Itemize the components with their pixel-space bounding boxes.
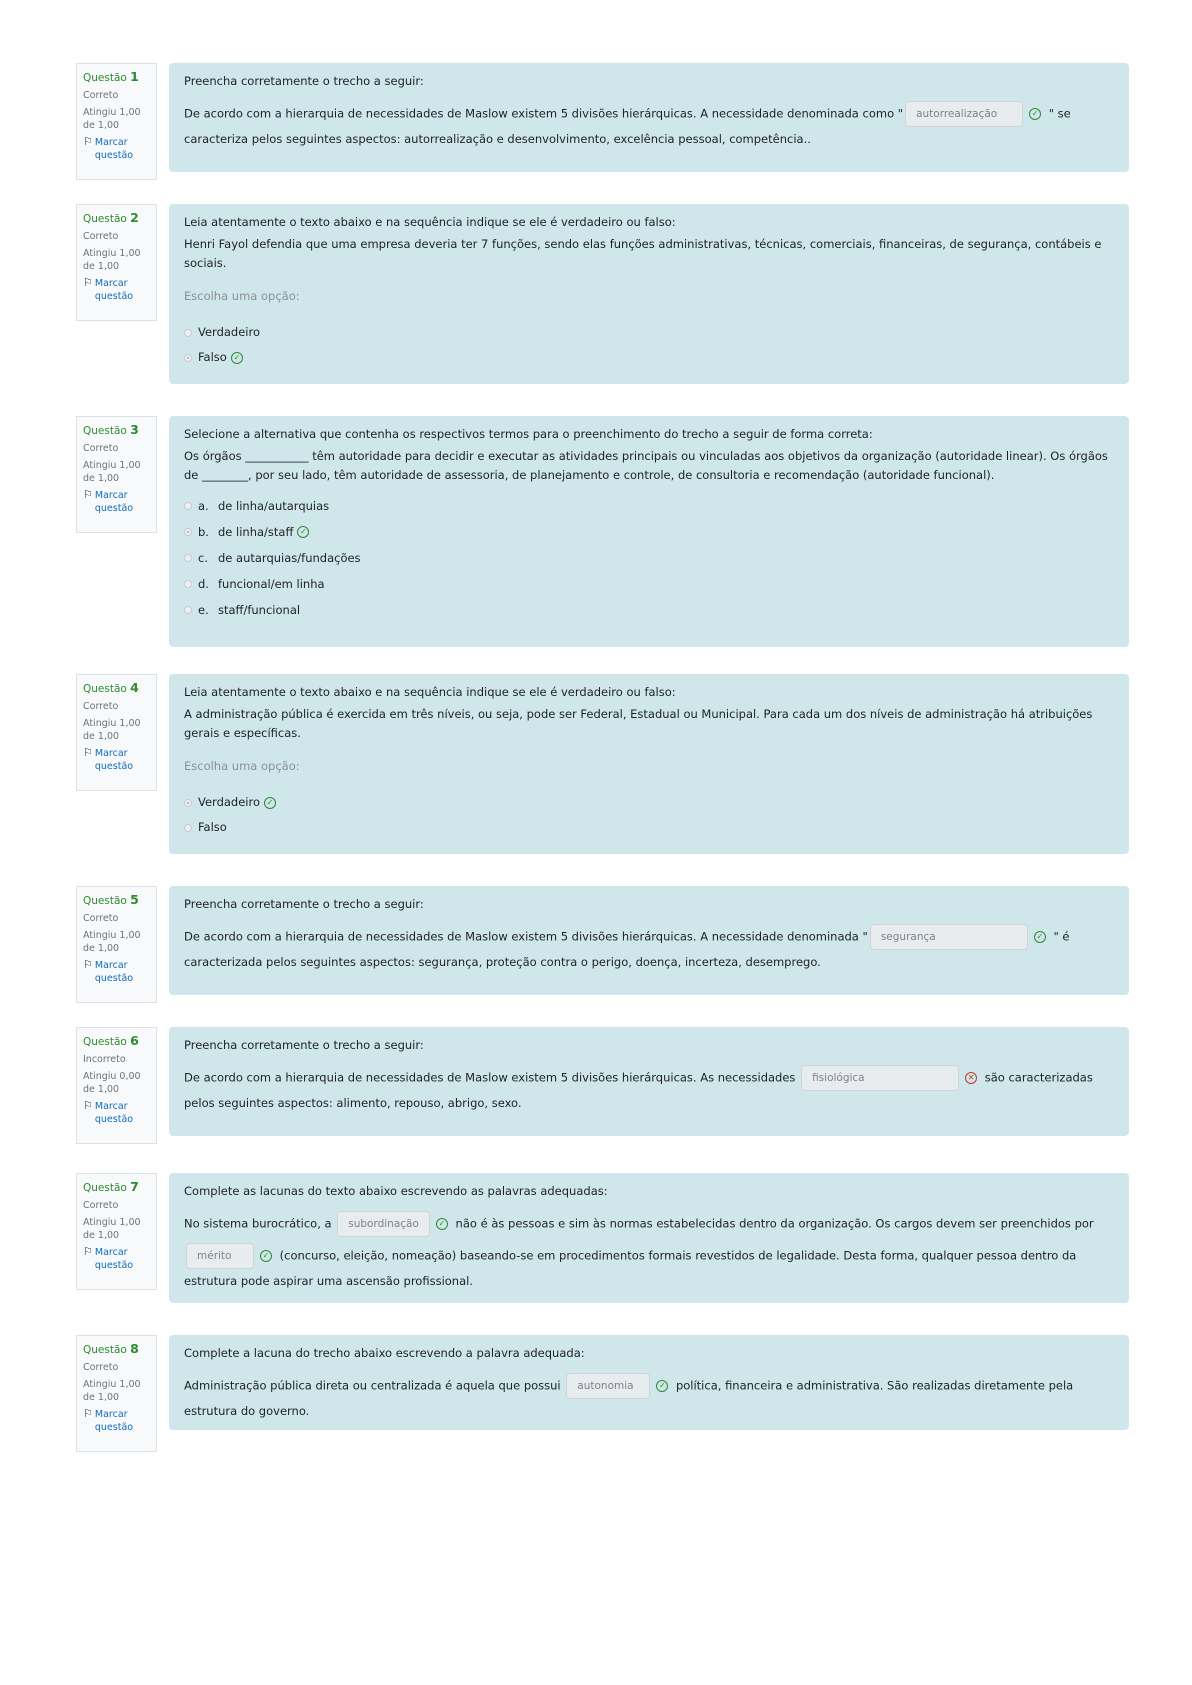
question-text: A administração pública é exercida em três níveis, ou seja, pode ser Federal, Estadual ou Municipal. Para cada um dos níveis de administração há atribuições gerais e específicas. xyxy=(184,707,1093,740)
check-icon: ✓ xyxy=(1029,108,1041,120)
check-icon: ✓ xyxy=(264,797,276,809)
question-text: Henri Fayol defendia que uma empresa deveria ter 7 funções, sendo elas funções administrativas, técnicas, comerciais, financeiras, de segurança, contábeis e sociais. xyxy=(184,237,1102,270)
option-letter: e. xyxy=(198,602,209,617)
question-label: Questão xyxy=(83,213,127,225)
question-content xyxy=(169,204,1129,384)
question-state: Correto xyxy=(83,90,119,101)
check-icon: ✓ xyxy=(656,1380,668,1392)
option-falso[interactable] xyxy=(184,815,1114,840)
text-part-1: No sistema burocrático, a xyxy=(184,1216,336,1231)
question-content xyxy=(169,674,1129,854)
question-number-value: 5 xyxy=(130,892,139,907)
radio-button[interactable] xyxy=(184,580,192,588)
question-text xyxy=(184,1062,1114,1113)
option-c[interactable] xyxy=(184,545,1114,571)
option-verdadeiro[interactable] xyxy=(184,790,1114,815)
flag-question-link[interactable] xyxy=(83,1408,150,1434)
flag-question-link[interactable] xyxy=(83,277,150,303)
radio-button[interactable] xyxy=(184,354,192,362)
text-before: De acordo com a hierarquia de necessidades de Maslow existem 5 divisões hierárquicas. As necessidades xyxy=(184,1070,800,1085)
option-letter: c. xyxy=(198,550,208,565)
question-lead: Leia atentamente o texto abaixo e na sequência indique se ele é verdadeiro ou falso: xyxy=(184,215,676,229)
question-grade: Atingiu 1,00 de 1,00 xyxy=(83,248,141,272)
flag-icon: ⚐ xyxy=(83,135,93,148)
question-content xyxy=(169,1335,1129,1430)
option-label: Verdadeiro xyxy=(198,795,261,809)
answer-input-1[interactable]: subordinação xyxy=(337,1211,430,1237)
question-grade: Atingiu 1,00 de 1,00 xyxy=(83,718,141,742)
radio-button[interactable] xyxy=(184,824,192,832)
question-lead: Preencha corretamente o trecho a seguir: xyxy=(184,1038,424,1052)
answer-input[interactable]: fisiológica xyxy=(801,1065,959,1091)
question-number xyxy=(83,681,150,696)
question-number-value: 3 xyxy=(130,422,139,437)
flag-question-link[interactable] xyxy=(83,959,150,985)
radio-button[interactable] xyxy=(184,799,192,807)
question-info xyxy=(76,204,157,321)
option-label: staff/funcional xyxy=(218,602,301,617)
question-info xyxy=(76,886,157,1003)
answer-input[interactable]: autonomia xyxy=(566,1373,650,1399)
answer-input-2[interactable]: mérito xyxy=(186,1243,254,1269)
question-number xyxy=(83,893,150,908)
question-label: Questão xyxy=(83,1344,127,1356)
option-label: Falso xyxy=(198,820,227,834)
flag-label: Marcar questão xyxy=(94,1247,134,1271)
question-lead: Preencha corretamente o trecho a seguir: xyxy=(184,897,424,911)
question-label: Questão xyxy=(83,425,127,437)
flag-icon: ⚐ xyxy=(83,958,93,971)
flag-question-link[interactable] xyxy=(83,747,150,773)
question-number xyxy=(83,70,150,85)
option-verdadeiro[interactable] xyxy=(184,320,1114,345)
question-grade: Atingiu 0,00 de 1,00 xyxy=(83,1071,141,1095)
question-state: Correto xyxy=(83,443,119,454)
option-label: de linha/staff xyxy=(218,524,294,539)
question-lead: Preencha corretamente o trecho a seguir: xyxy=(184,74,424,88)
flag-question-link[interactable] xyxy=(83,1246,150,1272)
question-info xyxy=(76,416,157,533)
flag-label: Marcar questão xyxy=(94,748,134,772)
question-text xyxy=(184,1208,1114,1291)
flag-label: Marcar questão xyxy=(94,278,134,302)
flag-question-link[interactable] xyxy=(83,489,150,515)
question-state: Incorreto xyxy=(83,1054,126,1065)
option-label: de autarquias/fundações xyxy=(218,550,361,565)
option-label: Falso xyxy=(198,350,227,364)
option-d[interactable] xyxy=(184,571,1114,597)
flag-icon: ⚐ xyxy=(83,1099,93,1112)
question-text: Os órgãos ___________ têm autoridade para decidir e executar as atividades principais ou vinculadas aos objetivos da organização (autoridade linear). Os órgãos de ________, por seu lado, têm autoridade de assessoria, de planejamento e controle, de consultoria e recomendação (autoridade funcional). xyxy=(184,449,1108,482)
question-number xyxy=(83,1034,150,1049)
question-number-value: 6 xyxy=(130,1033,139,1048)
flag-label: Marcar questão xyxy=(94,490,134,514)
question-content xyxy=(169,1027,1129,1136)
question-grade: Atingiu 1,00 de 1,00 xyxy=(83,107,141,131)
question-text xyxy=(184,1370,1114,1421)
question-content xyxy=(169,63,1129,172)
question-label: Questão xyxy=(83,1036,127,1048)
question-state: Correto xyxy=(83,1200,119,1211)
radio-button[interactable] xyxy=(184,502,192,510)
choice-prompt: Escolha uma opção: xyxy=(184,759,300,773)
choice-prompt: Escolha uma opção: xyxy=(184,289,300,303)
question-label: Questão xyxy=(83,1182,127,1194)
question-lead: Complete as lacunas do texto abaixo escrevendo as palavras adequadas: xyxy=(184,1184,608,1198)
answer-input[interactable]: segurança xyxy=(870,924,1028,950)
radio-button[interactable] xyxy=(184,528,192,536)
question-label: Questão xyxy=(83,72,127,84)
text-before: De acordo com a hierarquia de necessidades de Maslow existem 5 divisões hierárquicas. A necessidade denominada " xyxy=(184,929,868,944)
incorrect-icon: ✕ xyxy=(965,1072,977,1084)
question-text xyxy=(184,98,1114,149)
radio-button[interactable] xyxy=(184,554,192,562)
option-letter: d. xyxy=(198,576,209,591)
option-letter: b. xyxy=(198,524,209,539)
option-label: funcional/em linha xyxy=(218,576,325,591)
question-grade: Atingiu 1,00 de 1,00 xyxy=(83,930,141,954)
text-part-2: não é às pessoas e sim às normas estabelecidas dentro da organização. Os cargos devem ser preenchidos por xyxy=(451,1216,1094,1231)
check-icon: ✓ xyxy=(260,1250,272,1262)
question-number xyxy=(83,423,150,438)
check-icon: ✓ xyxy=(231,352,243,364)
flag-icon: ⚐ xyxy=(83,1245,93,1258)
radio-button[interactable] xyxy=(184,606,192,614)
question-grade: Atingiu 1,00 de 1,00 xyxy=(83,1217,141,1241)
text-after: são caracterizadas pelos seguintes aspectos: alimento, repouso, abrigo, sexo. xyxy=(184,1070,1093,1110)
question-number xyxy=(83,211,150,226)
check-icon: ✓ xyxy=(1034,931,1046,943)
text-after: " é caracterizada pelos seguintes aspectos: segurança, proteção contra o perigo, doença, incerteza, desemprego. xyxy=(184,929,1070,969)
question-info xyxy=(76,1335,157,1452)
option-letter: a. xyxy=(198,498,209,513)
option-b[interactable] xyxy=(184,519,1114,545)
question-label: Questão xyxy=(83,683,127,695)
question-content xyxy=(169,1173,1129,1303)
text-before: Administração pública direta ou centralizada é aquela que possui xyxy=(184,1378,565,1393)
question-info xyxy=(76,63,157,180)
question-number-value: 2 xyxy=(130,210,139,225)
radio-button[interactable] xyxy=(184,329,192,337)
flag-icon: ⚐ xyxy=(83,746,93,759)
question-text xyxy=(184,921,1114,972)
flag-icon: ⚐ xyxy=(83,488,93,501)
flag-question-link[interactable] xyxy=(83,1100,150,1126)
question-grade: Atingiu 1,00 de 1,00 xyxy=(83,460,141,484)
option-falso[interactable] xyxy=(184,345,1114,370)
question-number-value: 1 xyxy=(130,69,139,84)
text-after: política, financeira e administrativa. São realizadas diretamente pela estrutura do governo. xyxy=(184,1378,1074,1418)
flag-label: Marcar questão xyxy=(94,960,134,984)
flag-question-link[interactable] xyxy=(83,136,150,162)
flag-label: Marcar questão xyxy=(94,137,134,161)
question-lead: Complete a lacuna do trecho abaixo escrevendo a palavra adequada: xyxy=(184,1346,585,1360)
question-lead: Selecione a alternativa que contenha os respectivos termos para o preenchimento do trecho a seguir de forma correta: xyxy=(184,427,873,441)
option-label: Verdadeiro xyxy=(198,325,261,339)
question-state: Correto xyxy=(83,1362,119,1373)
question-number-value: 7 xyxy=(130,1179,139,1194)
question-state: Correto xyxy=(83,913,119,924)
question-number-value: 4 xyxy=(130,680,139,695)
question-info xyxy=(76,674,157,791)
check-icon: ✓ xyxy=(297,526,309,538)
question-label: Questão xyxy=(83,895,127,907)
question-info xyxy=(76,1027,157,1144)
flag-label: Marcar questão xyxy=(94,1409,134,1433)
question-grade: Atingiu 1,00 de 1,00 xyxy=(83,1379,141,1403)
question-number-value: 8 xyxy=(130,1341,139,1356)
text-after: " se caracteriza pelos seguintes aspectos: autorrealização e desenvolvimento, excelência pessoal, competência.. xyxy=(184,106,1071,146)
question-content xyxy=(169,416,1129,647)
option-label: de linha/autarquias xyxy=(218,498,330,513)
flag-icon: ⚐ xyxy=(83,276,93,289)
option-e[interactable] xyxy=(184,597,1114,623)
question-number xyxy=(83,1342,150,1357)
text-part-3: (concurso, eleição, nomeação) baseando-se em procedimentos formais revestidos de legalidade. Desta forma, qualquer pessoa dentro da estrutura pode aspirar uma ascensão profissional. xyxy=(184,1248,1077,1288)
check-icon: ✓ xyxy=(436,1218,448,1230)
flag-icon: ⚐ xyxy=(83,1407,93,1420)
flag-label: Marcar questão xyxy=(94,1101,134,1125)
question-content xyxy=(169,886,1129,995)
question-state: Correto xyxy=(83,701,119,712)
question-number xyxy=(83,1180,150,1195)
question-info xyxy=(76,1173,157,1290)
question-lead: Leia atentamente o texto abaixo e na sequência indique se ele é verdadeiro ou falso: xyxy=(184,685,676,699)
answer-input[interactable]: autorrealização xyxy=(905,101,1023,127)
option-a[interactable] xyxy=(184,493,1114,519)
question-state: Correto xyxy=(83,231,119,242)
text-before: De acordo com a hierarquia de necessidades de Maslow existem 5 divisões hierárquicas. A necessidade denominada como " xyxy=(184,106,904,121)
